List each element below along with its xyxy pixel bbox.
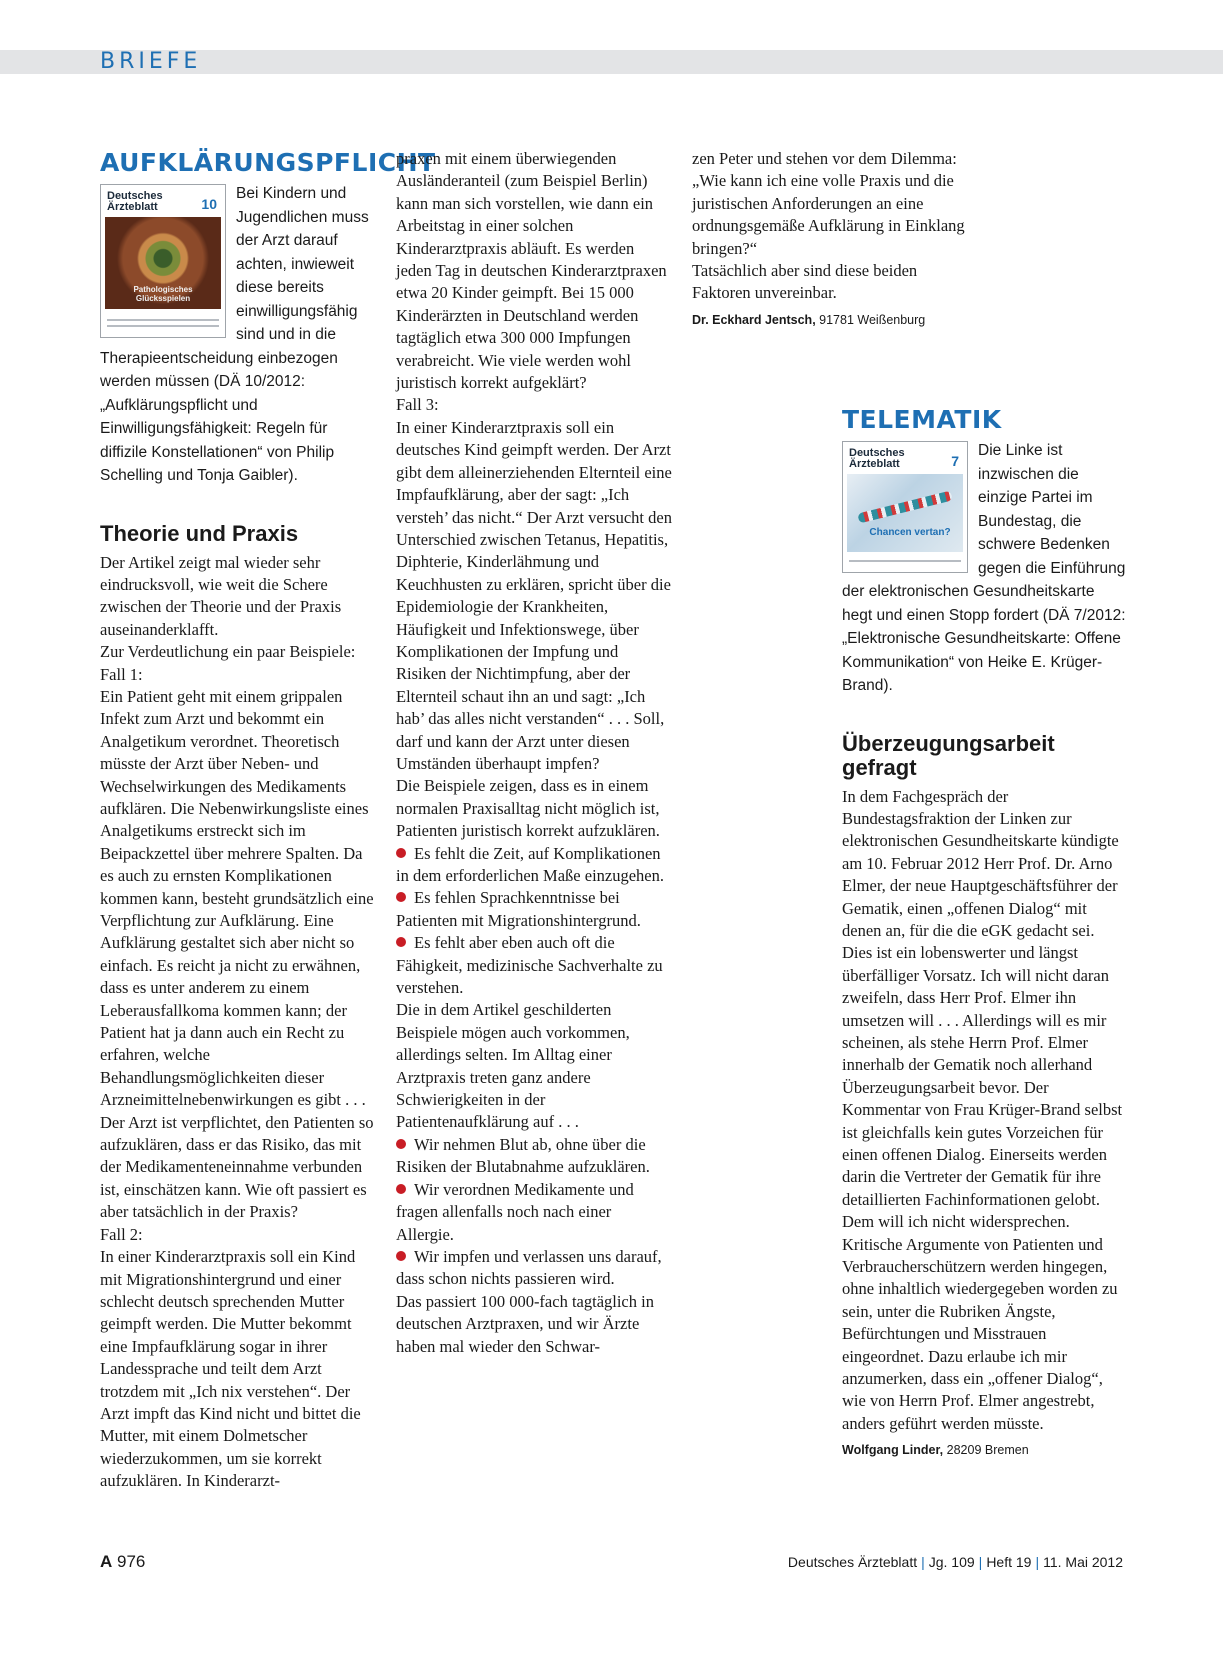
column-3 — [692, 148, 968, 329]
cover-text-lines — [107, 315, 219, 331]
magazine-cover-issue-7 — [842, 441, 968, 573]
paragraph: zen Peter und stehen vor dem Dilemma: „Wie kann ich eine volle Praxis und die juristischen Anforderungen an eine ordnungsgemäße Aufklärung in Einklang bringen?“ — [692, 149, 965, 258]
letter1-body-col1 — [100, 552, 376, 1493]
journal-name: Deutsches Ärzteblatt — [787, 1554, 918, 1570]
cover-text-lines — [849, 556, 961, 566]
topic-title-telematik: TELEMATIK — [842, 405, 1002, 434]
footer-publication-info: Deutsches Ärzteblatt | Jg. 109 | Heft 19 | 11. Mai 2012 — [787, 1554, 1123, 1570]
cover-issue-number: 7 — [951, 453, 959, 469]
paragraph: Tatsächlich aber sind diese beiden Faktoren unvereinbar. — [692, 261, 918, 303]
letter1-intro — [100, 182, 376, 488]
paragraph: Das passiert 100 000-fach tagtäglich in deutschen Arztpraxen, und wir Ärzte haben mal wieder den Schwar- — [396, 1291, 654, 1356]
paragraph: In einer Kinderarztpraxis soll ein Kind mit Migrationshintergrund und einer schlecht deutsch sprechenden Mutter geimpft werden. Die Mutter bekommt eine Impfaufklärung sogar in ihrer Landessprache und teilt dem Arzt trotzdem mit „Ich nix verstehen“. Der Arzt impft das Kind nicht und bittet die Mutter, mit einem Dolmetscher wiederzukommen, um sie korrekt aufzuklären. In Kinderarzt- — [100, 1247, 361, 1491]
paragraph: Die Beispiele zeigen, dass es in einem normalen Praxisalltag nicht möglich ist, Patienten juristisch korrekt aufzuklären. — [396, 776, 660, 841]
paragraph: Ein Patient geht mit einem grippalen Infekt zum Arzt und bekommt ein Analgetikum verordnet. Theoretisch müsste der Arzt über Neben- und Wechselwirkungen des Medikaments aufklären. Die Nebenwirkungsliste eines Analgetikums erstreckt sich im Beipackzettel über mehrere Spalten. Da es auch zu ernsten Komplikationen kommen kann, besteht grundsätzlich eine Verpflichtung zur Aufklärung. Eine Aufklärung gestaltet sich aber nicht so einfach. Es reicht ja nicht zu erwähnen, dass es unter anderem zu einem Leberausfallkoma kommen kann; der Patient hat ja dann auch ein Recht zu erfahren, welche Behandlungsmöglichkeiten dieser Arzneimittelnebenwirkungen es gibt . . . Der Arzt ist verpflichtet, den Patienten so aufzuklären, dass er das Risiko, das mit der Medikamenteneinnahme verbunden ist, einschätzen kann. Wie oft passiert es aber tatsächlich in der Praxis? — [100, 686, 374, 1222]
letter2-heading: Überzeugungsarbeit gefragt — [842, 730, 1055, 780]
intro-text: Bei Kindern und Jugendlichen muss der Arzt darauf achten, inwieweit diese bereits einwilligungsfähig sind und in die Therapieentscheidung einbezogen werden müssen (DÄ 10/2012: „Aufklärungspflicht und Einwilligungsfähigkeit: Regeln für diffizile Konstellationen“ von Philip Schelling und Tonja Gaibler). — [100, 185, 369, 484]
bullet-item: Wir nehmen Blut ab, ohne über die Risiken der Blutabnahme aufzuklären. — [396, 1134, 672, 1179]
paragraph: Fall 3: — [396, 395, 439, 415]
dna-helix-image — [847, 474, 963, 552]
letter1-signature — [692, 311, 968, 329]
paragraph: Fall 2: — [100, 1224, 143, 1244]
helix-icon — [857, 491, 953, 524]
letter2-intro — [842, 439, 1126, 698]
paragraph: Der Artikel zeigt mal wieder sehr eindrucksvoll, wie weit die Schere zwischen der Theorie und der Praxis auseinanderklafft. — [100, 552, 342, 639]
signature-place: 91781 Weißenburg — [819, 312, 926, 327]
bullet-item: Es fehlt die Zeit, auf Komplikationen in dem erforderlichen Maße einzugehen. — [396, 843, 672, 888]
column-2 — [396, 148, 672, 1358]
cover-caption: Pathologisches Glücksspielen — [133, 285, 193, 303]
bullet-item: Wir impfen und verlassen uns darauf, dass schon nichts passieren wird. — [396, 1246, 672, 1291]
paragraph: Fall 1: — [100, 664, 143, 684]
cover-issue-number: 10 — [201, 196, 217, 212]
magazine-cover-issue-10 — [100, 184, 226, 338]
paragraph: In dem Fachgespräch der Bundestagsfraktion der Linken zur elektronischen Gesundheitskarte kündigte am 10. Februar 2012 Herr Prof. Dr. Arno Elmer, der neue Hauptgeschäftsführer der Gematik, einen „offenen Dialog“ mit denen an, für die die eGK gedacht sei. Dies ist ein lobenswerter und längst überfälliger Vorsatz. Ich will nicht daran zweifeln, dass Herr Prof. Elmer ihn umsetzen will . . . Allerdings will es mir scheinen, als stehe Herrn Prof. Elmer innerhalb der Gematik noch allerhand Überzeugungsarbeit bevor. Der Kommentar von Frau Krüger-Brand selbst ist gleichfalls kein gutes Vorzeichen für einen offenen Dialog. Einerseits werden darin die Vertreter der Gematik für ihre detaillierten Fachinformationen gelobt. Dem will ich nicht widersprechen. Kritische Argumente von Patienten und Verbraucherschützern werden hingegen, ohne inhaltlich wiedergegeben worden zu sein, unter die Rubriken Ängste, Befürchtungen und Misstrauen eingeordnet. Dazu erlaube ich mir anzumerken, dass ein „offener Dialog“, wie von Herrn Prof. Elmer angestrebt, anders geführt werden müsste. — [842, 786, 1123, 1433]
paragraph: Die in dem Artikel geschilderten Beispiele mögen auch vorkommen, allerdings selten. Im Alltag einer Arztpraxis treten ganz andere Schwierigkeiten in der Patientenaufklärung auf . . . — [396, 1000, 630, 1132]
page-prefix: A — [100, 1552, 113, 1571]
letter2-signature — [842, 1441, 1126, 1459]
cover-caption: Chancen vertan? — [869, 526, 951, 538]
bullet-item: Wir verordnen Medikamente und fragen allenfalls noch nach einer Allergie. — [396, 1179, 672, 1246]
eye-image — [105, 217, 221, 309]
cover-brand: Deutsches Ärzteblatt — [107, 190, 163, 213]
paragraph: In einer Kinderarztpraxis soll ein deutsches Kind geimpft werden. Der Arzt gibt dem alleinerziehenden Elternteil eine Impfaufklärung, aber der sagt: „Ich versteh’ das nicht.“ Der Arzt versucht den Unterschied zwischen Tetanus, Hepatitis, Diphterie, Kinderlähmung und Keuchhusten zu erklären, spricht über die Epidemiologie der Krankheiten, Häufigkeit und Infektionswege, über Komplikationen der Impfung und Risiken der Nichtimpfung, aber der Elternteil schaut ihn an und sagt: „Ich hab’ das alles nicht verstanden“ . . . Soll, darf und kann der Arzt unter diesen Umständen überhaupt impfen? — [396, 417, 672, 773]
topic-title-aufklaerungspflicht: AUFKLÄRUNGSPFLICHT — [100, 148, 436, 177]
paragraph: Zur Verdeutlichung ein paar Beispiele: — [100, 642, 356, 662]
intro-text: Die Linke ist inzwischen die einzige Partei im Bundestag, die schwere Bedenken gegen die Einführung der elektronischen Gesundheitskarte hegt und einen Stopp fordert (DÄ 7/2012: „Elektronische Gesundheitskarte: Offene Kommunikation“ von Heike E. Krüger-Brand). — [842, 442, 1126, 694]
letter1-heading: Theorie und Praxis — [100, 520, 299, 546]
paragraph: praxen mit einem überwiegenden Ausländeranteil (zum Beispiel Berlin) kann man sich vorstellen, wie dann ein Arbeitstag in einer solchen Kinderarztpraxis abläuft. Es werden jeden Tag in deutschen Kinderarztpraxen etwa 20 Kinder geimpft. Bei 15 000 Kinderärzten in Deutschland werden tagtäglich etwa 300 000 Impfungen verabreicht. Wie viele werden wohl juristisch korrekt aufgeklärt? — [396, 149, 667, 393]
section-label: BRIEFE — [100, 49, 202, 74]
page-number — [100, 1552, 145, 1572]
bullet-item: Es fehlen Sprachkenntnisse bei Patienten mit Migrationshintergrund. — [396, 887, 672, 932]
page-number-value: 976 — [117, 1552, 146, 1571]
letter1-body-col2 — [396, 148, 672, 1358]
bullet-item: Es fehlt aber eben auch oft die Fähigkeit, medizinische Sachverhalte zu verstehen. — [396, 932, 672, 999]
volume: Jg. 109 — [928, 1554, 975, 1570]
letter1-body-col3 — [692, 148, 968, 305]
signature-place: 28209 Bremen — [946, 1443, 1029, 1458]
cover-brand: Deutsches Ärzteblatt — [849, 447, 905, 470]
signature-name: Dr. Eckhard Jentsch, — [692, 312, 816, 327]
letter2-body — [842, 786, 1126, 1436]
column-4 — [842, 405, 1126, 1459]
date: 11. Mai 2012 — [1043, 1554, 1123, 1570]
signature-name: Wolfgang Linder, — [842, 1443, 944, 1458]
issue: Heft 19 — [986, 1554, 1032, 1570]
